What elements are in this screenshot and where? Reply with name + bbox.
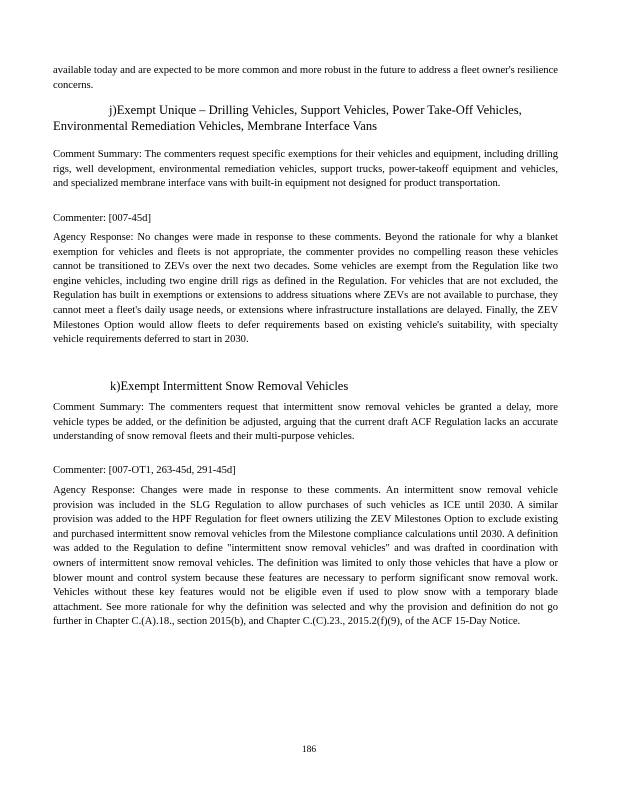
section-j-comment-summary: Comment Summary: The commenters request specific exemptions for their vehicles and equipment, including drilling rigs, well development, environmental remediation vehicles, support trucks, power-takeoff equipment and vehicles, and specialized membrane interface vans with built-in equipment not designed for product transportation. [53,149,558,190]
section-k-commenter: Commenter: [007-OT1, 263-45d, 291-45d] [53,465,236,476]
page-number: 186 [301,745,317,755]
section-j-heading-text: j)Exempt Unique – Drilling Vehicles, Support Vehicles, Power Take-Off Vehicles, Environmental Remediation Vehicles, Membrane Interface Vans [53,103,522,133]
section-j-heading [53,103,558,134]
section-k-heading: k)Exempt Intermittent Snow Removal Vehicles [110,379,349,393]
section-j-commenter: Commenter: [007-45d] [53,213,151,224]
intro-paragraph: available today and are expected to be more common and more robust in the future to address a fleet owner's resilience concerns. [53,65,558,91]
section-k-agency-response: Agency Response: Changes were made in response to these comments. An intermittent snow removal vehicle provision was included in the SLG Regulation to allow purchases of such vehicles as ICE until 2030. A similar provision was added to the HPF Regulation for fleet owners utilizing the ZEV Milestones Option to exclude existing and purchased intermittent snow removal vehicles from the Milestone compliance calculations until 2030. A definition was added to the Regulation to define "intermittent snow removal vehicles" and was drafted in coordination with owners of intermittent snow removal vehicles. The definition was limited to only those vehicles that have a plow or blower mount and control system because these features are necessary to perform significant snow removal work. Vehicles without these key features would not be eligible even if used to plow snow with a temporary blade attachment. See more rationale for why the definition was selected and why the provision and definition do not go further in Chapter C.(A).18., section 2015(b), and Chapter C.(C).23., 2015.2(f)(9), of the ACF 15-Day Notice. [53,485,558,628]
section-k-comment-summary: Comment Summary: The commenters request that intermittent snow removal vehicles be granted a delay, more vehicle types be added, or the definition be adjusted, arguing that the current draft ACF Regulation lacks an accurate understanding of snow removal fleets and their multi-purpose vehicles. [53,402,558,443]
section-j-agency-response: Agency Response: No changes were made in response to these comments. Beyond the rationale for why a blanket exemption for vehicles and fleets is not appropriate, the commenter provides no compelling reason these vehicles cannot be transitioned to ZEVs over the next two decades. Some vehicles are exempt from the Regulation like two engine vehicles, including two engine drill rigs as defined in the Regulation. For vehicles that are not excluded, the Regulation has built in exemptions or extensions to address situations where ZEVs are not available to purchase, they cannot meet a fleet's daily usage needs, or extensions where infrastructure installations are delayed. Finally, the ZEV Milestones Option would allow fleets to defer requirements based on existing vehicle's suitability, with specialty vehicle requirements deferred to start in 2030. [53,232,558,346]
